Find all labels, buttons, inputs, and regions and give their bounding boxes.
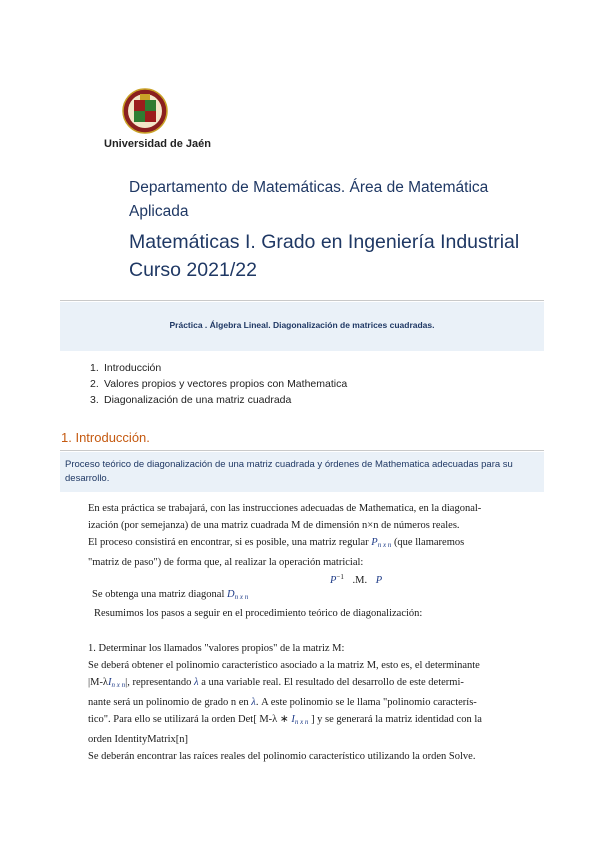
university-name: Universidad de Jaén	[104, 138, 211, 150]
toc-number: 2.	[90, 378, 99, 390]
math-symbol: P	[330, 575, 337, 586]
math-symbol: λ	[194, 677, 199, 688]
toc-label: Valores propios y vectores propios con Mathematica	[104, 378, 348, 390]
divider	[60, 300, 544, 301]
text-line	[88, 674, 548, 694]
paragraph-4: Resumimos los pasos a seguir en el procedimiento teórico de diagonalización:	[94, 608, 423, 619]
text-span: El proceso consistirá en encontrar, si es posible, una matriz regular	[88, 537, 369, 548]
toc-label: Introducción	[104, 362, 162, 374]
math-symbol: λ	[251, 697, 256, 708]
toc-number: 1.	[90, 362, 99, 374]
text-line: Se deberá obtener el polinomio característico asociado a la matriz M, esto es, el determinante	[88, 660, 480, 671]
text-span: . A este polinomio se le llama "polinomio caracterís-	[255, 697, 477, 708]
math-operator: .M.	[352, 575, 368, 586]
practice-title: Práctica . Álgebra Lineal. Diagonalización de matrices cuadradas.	[169, 320, 435, 330]
text-span: Se obtenga una matriz diagonal	[92, 589, 225, 600]
math-subscript: n x n	[377, 541, 392, 549]
text-span: a una variable real. El resultado del desarrollo de este determi-	[201, 677, 464, 688]
course-title	[129, 228, 569, 284]
text-line: "matriz de paso") de forma que, al realizar la operación matricial:	[88, 557, 364, 568]
paragraph-1	[88, 500, 548, 571]
text-span: |M-λ	[88, 677, 109, 688]
text-span: nante será un polinomio de grado n en	[88, 697, 249, 708]
math-symbol: P	[375, 575, 383, 586]
text-span: ] y se generará la matriz identidad con la	[311, 714, 482, 725]
section-summary: Proceso teórico de diagonalización de una matriz cuadrada y órdenes de Mathematica adecuadas para su desarrollo.	[65, 459, 513, 484]
text-span: |, representando	[125, 677, 192, 688]
text-line	[88, 534, 548, 554]
section-heading: 1. Introducción.	[61, 430, 150, 445]
toc-item-1[interactable]	[90, 360, 347, 376]
step-1	[88, 640, 548, 765]
table-of-contents	[90, 360, 347, 408]
department-title: Departamento de Matemáticas. Área de Matemática Aplicada	[129, 179, 489, 220]
math-exponent: −1	[336, 573, 344, 581]
university-logo	[104, 88, 224, 154]
divider	[60, 450, 544, 451]
math-subscript: n x n	[111, 681, 126, 689]
math-symbol: D	[227, 589, 235, 600]
university-seal-icon	[122, 88, 168, 134]
course-title-line1: Matemáticas I. Grado en Ingeniería Industrial	[129, 231, 520, 253]
math-symbol: I	[291, 714, 295, 725]
math-subscript: n x n	[234, 593, 249, 601]
text-span: (que llamaremos	[393, 537, 465, 548]
text-line: ización (por semejanza) de una matriz cuadrada M de dimensión n×n de números reales.	[88, 520, 460, 531]
toc-item-3[interactable]	[90, 392, 347, 408]
course-year: Curso 2021/22	[129, 259, 257, 281]
math-symbol: P	[371, 537, 378, 548]
text-span: tico". Para ello se utilizará la orden Det[ M-λ ∗	[88, 714, 289, 725]
toc-number: 3.	[90, 394, 99, 406]
step-title: 1. Determinar los llamados "valores propios" de la matriz M:	[88, 643, 345, 654]
toc-item-2[interactable]	[90, 376, 347, 392]
text-line: En esta práctica se trabajará, con las instrucciones adecuadas de Mathematica, en la diagonal-	[88, 503, 482, 514]
text-line	[88, 711, 548, 731]
math-subscript: n x n	[294, 718, 309, 726]
text-line: Se deberán encontrar las raíces reales del polinomio característico utilizando la orden Solve.	[88, 751, 476, 762]
paragraph-3	[92, 586, 542, 606]
practice-banner	[60, 302, 544, 351]
text-line	[88, 694, 548, 711]
text-line: orden IdentityMatrix[n]	[88, 734, 189, 745]
toc-label: Diagonalización de una matriz cuadrada	[104, 394, 292, 406]
math-symbol: I	[108, 677, 112, 688]
section-summary-box	[60, 452, 544, 492]
